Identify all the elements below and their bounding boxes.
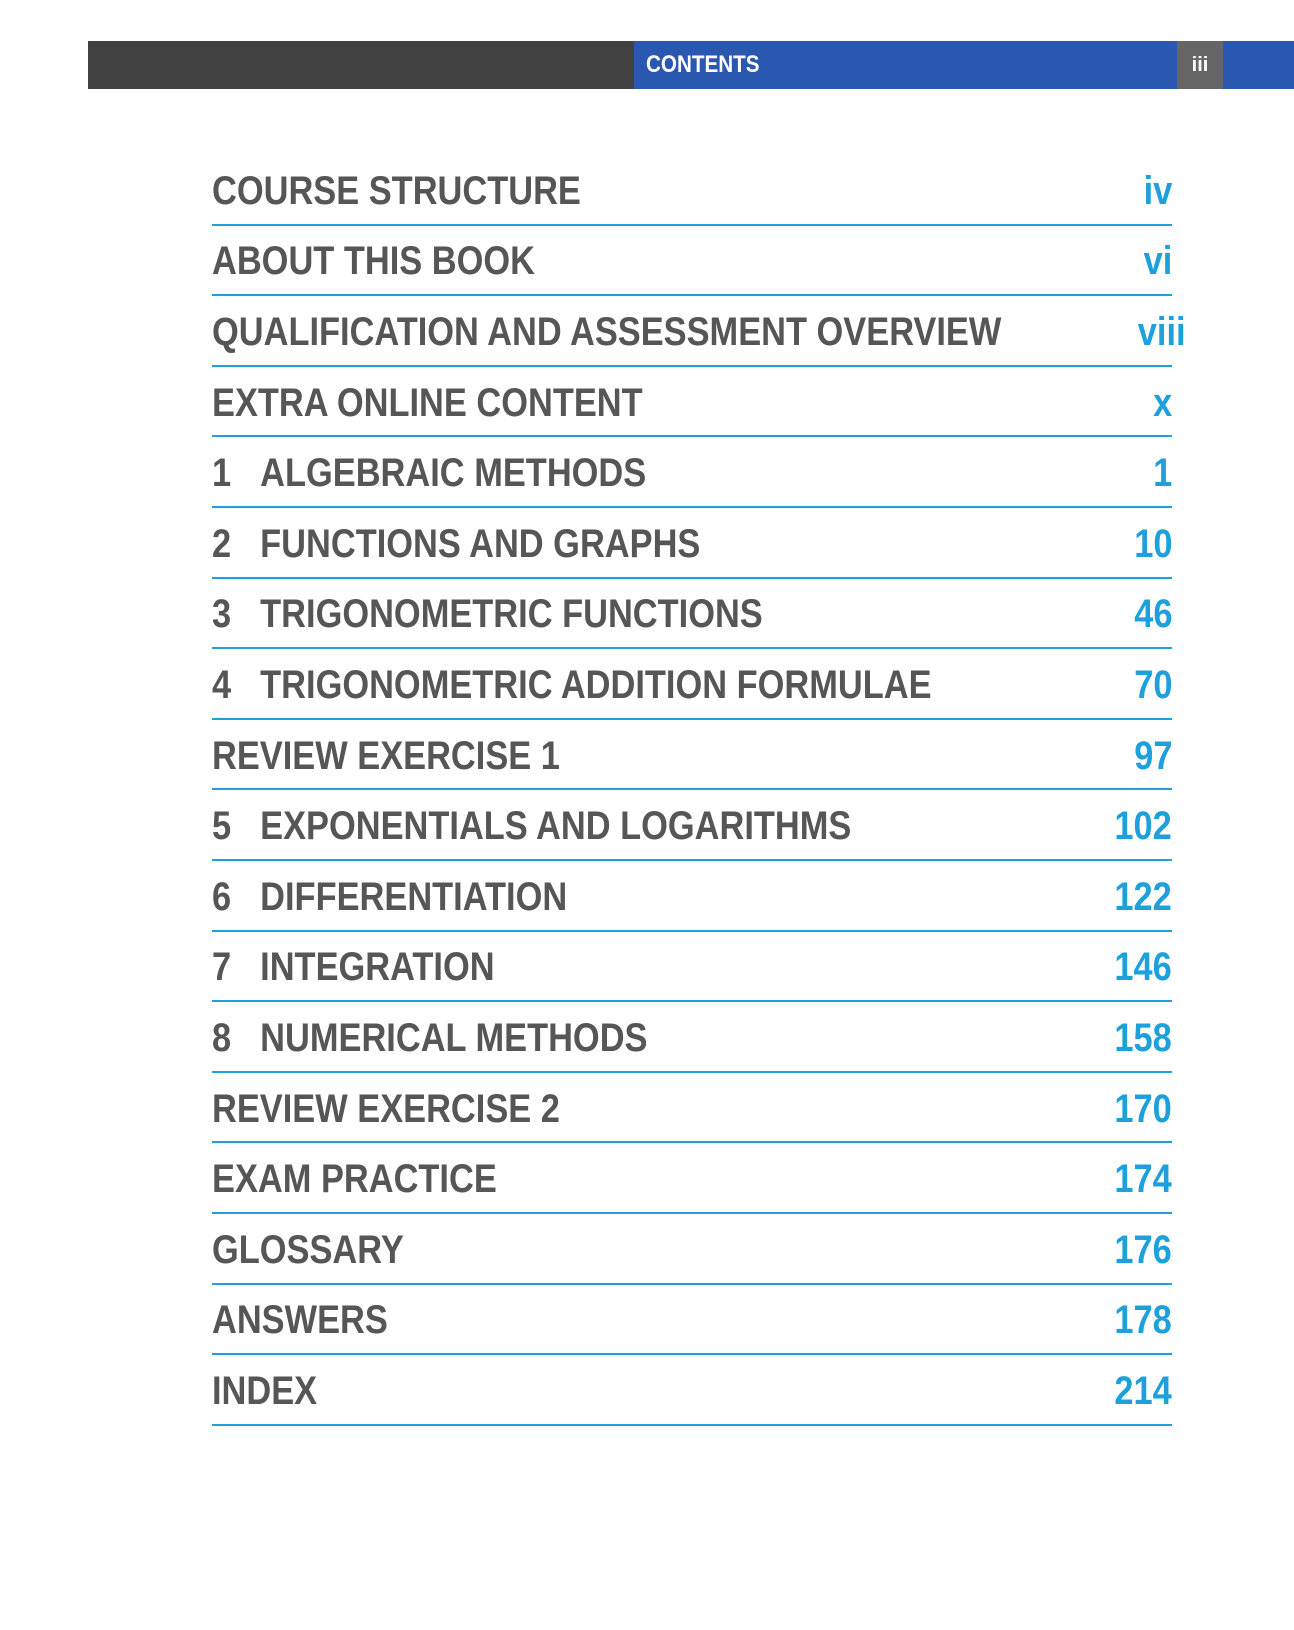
- toc-entry-heading: [212, 1016, 647, 1061]
- toc-page-number: 176: [1114, 1227, 1172, 1272]
- toc-entry[interactable]: [212, 1214, 1172, 1285]
- toc-page-number: 170: [1114, 1086, 1172, 1131]
- toc-entry-heading: [212, 592, 763, 637]
- toc-page-number: 158: [1114, 1015, 1172, 1060]
- toc-entry-title: EXAM PRACTICE: [212, 1157, 497, 1202]
- toc-page-number: 10: [1133, 521, 1172, 566]
- toc-chapter-number: 4: [212, 662, 232, 707]
- toc-entry-heading: [212, 1298, 388, 1343]
- toc-entry-title: COURSE STRUCTURE: [212, 168, 581, 213]
- toc-entry[interactable]: [212, 155, 1172, 226]
- toc-entry-title: ALGEBRAIC METHODS: [260, 451, 647, 496]
- toc-entry[interactable]: [212, 508, 1172, 579]
- toc-entry-heading: [212, 381, 643, 426]
- toc-chapter-number: 8: [212, 1015, 232, 1060]
- toc-entry[interactable]: [212, 1355, 1172, 1426]
- toc-entry-title: REVIEW EXERCISE 1: [212, 733, 560, 778]
- toc-entry-heading: [212, 1369, 317, 1414]
- toc-entry-title: INTEGRATION: [260, 945, 495, 990]
- toc-page-number: 1: [1152, 451, 1172, 496]
- toc-entry[interactable]: [212, 1073, 1172, 1144]
- toc-entry-title: INDEX: [212, 1368, 318, 1413]
- table-of-contents: [212, 155, 1186, 1426]
- header-dark-segment: [88, 41, 634, 89]
- toc-entry-heading: [212, 945, 495, 990]
- toc-entry-heading: [212, 522, 700, 567]
- toc-entry[interactable]: [212, 226, 1172, 297]
- toc-entry[interactable]: [212, 1143, 1172, 1214]
- toc-entry-title: TRIGONOMETRIC ADDITION FORMULAE: [260, 662, 932, 707]
- toc-page-number: 174: [1114, 1157, 1172, 1202]
- toc-entry-title: REVIEW EXERCISE 2: [212, 1086, 560, 1131]
- toc-entry-heading: [212, 1228, 404, 1273]
- toc-entry-title: NUMERICAL METHODS: [260, 1015, 648, 1060]
- toc-entry-title: QUALIFICATION AND ASSESSMENT OVERVIEW: [212, 309, 1002, 354]
- toc-entry[interactable]: [212, 579, 1172, 650]
- toc-entry[interactable]: [212, 861, 1172, 932]
- toc-chapter-number: 6: [212, 874, 232, 919]
- toc-entry[interactable]: [212, 790, 1172, 861]
- toc-chapter-number: 2: [212, 521, 232, 566]
- toc-page-number: x: [1152, 380, 1172, 425]
- header-blue-segment: [634, 41, 1294, 89]
- toc-page-number: 102: [1114, 804, 1172, 849]
- toc-entry[interactable]: [212, 296, 1186, 367]
- toc-entry-heading: [212, 1087, 560, 1132]
- toc-entry[interactable]: [212, 932, 1172, 1003]
- toc-page-number: iv: [1143, 168, 1172, 213]
- toc-entry-heading: [212, 239, 535, 284]
- toc-page-number: 214: [1114, 1368, 1172, 1413]
- toc-entry[interactable]: [212, 720, 1172, 791]
- toc-page-number: 146: [1114, 945, 1172, 990]
- toc-entry-title: ANSWERS: [212, 1298, 388, 1343]
- toc-page-number: 46: [1133, 592, 1172, 637]
- toc-entry[interactable]: [212, 1285, 1172, 1356]
- toc-entry-heading: [212, 663, 932, 708]
- page-number: iii: [1177, 41, 1223, 89]
- page-title: CONTENTS: [646, 51, 760, 78]
- toc-entry-heading: [212, 1157, 497, 1202]
- toc-entry-heading: [212, 875, 567, 920]
- toc-entry-heading: [212, 451, 646, 496]
- toc-chapter-number: 3: [212, 592, 232, 637]
- toc-entry-heading: [212, 310, 1001, 355]
- toc-entry[interactable]: [212, 649, 1172, 720]
- toc-entry-heading: [212, 169, 581, 214]
- toc-entry-title: EXPONENTIALS AND LOGARITHMS: [260, 804, 852, 849]
- toc-entry-heading: [212, 804, 851, 849]
- toc-entry-title: GLOSSARY: [212, 1227, 404, 1272]
- toc-page-number: 122: [1114, 874, 1172, 919]
- toc-entry-title: ABOUT THIS BOOK: [212, 239, 535, 284]
- toc-page-number: vi: [1143, 239, 1172, 284]
- toc-chapter-number: 1: [212, 451, 232, 496]
- toc-chapter-number: 5: [212, 804, 232, 849]
- toc-entry-title: TRIGONOMETRIC FUNCTIONS: [260, 592, 763, 637]
- header-bar: [88, 41, 1294, 89]
- toc-page-number: viii: [1137, 309, 1186, 354]
- toc-entry[interactable]: [212, 437, 1172, 508]
- toc-entry-heading: [212, 734, 560, 779]
- toc-page-number: 70: [1133, 662, 1172, 707]
- toc-chapter-number: 7: [212, 945, 232, 990]
- toc-entry-title: FUNCTIONS AND GRAPHS: [260, 521, 701, 566]
- toc-page-number: 178: [1114, 1298, 1172, 1343]
- toc-entry-title: EXTRA ONLINE CONTENT: [212, 380, 643, 425]
- toc-entry[interactable]: [212, 367, 1172, 438]
- toc-page-number: 97: [1133, 733, 1172, 778]
- toc-entry-title: DIFFERENTIATION: [260, 874, 568, 919]
- toc-entry[interactable]: [212, 1002, 1172, 1073]
